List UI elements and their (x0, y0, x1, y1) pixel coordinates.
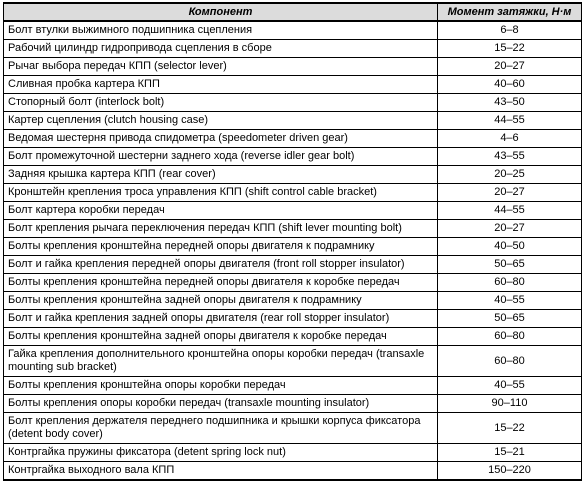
torque-cell: 50–65 (438, 256, 582, 274)
component-cell: Болты крепления кронштейна задней опоры двигателя к коробке передач (4, 328, 438, 346)
component-cell: Болт и гайка крепления задней опоры двигателя (rear roll stopper insulator) (4, 310, 438, 328)
torque-cell: 20–27 (438, 220, 582, 238)
torque-cell: 43–50 (438, 94, 582, 112)
table-row (4, 220, 582, 238)
component-cell: Болт картера коробки передач (4, 202, 438, 220)
component-cell: Болт и гайка крепления передней опоры двигателя (front roll stopper insulator) (4, 256, 438, 274)
component-cell: Болт крепления рычага переключения передач КПП (shift lever mounting bolt) (4, 220, 438, 238)
component-cell: Контргайка пружины фиксатора (detent spring lock nut) (4, 444, 438, 462)
table-row (4, 238, 582, 256)
component-cell: Ведомая шестерня привода спидометра (speedometer driven gear) (4, 130, 438, 148)
torque-cell: 4–6 (438, 130, 582, 148)
table-row (4, 292, 582, 310)
torque-cell: 20–27 (438, 184, 582, 202)
torque-cell: 40–55 (438, 292, 582, 310)
component-cell: Задняя крышка картера КПП (rear cover) (4, 166, 438, 184)
torque-cell: 50–65 (438, 310, 582, 328)
torque-cell: 60–80 (438, 328, 582, 346)
torque-cell: 44–55 (438, 112, 582, 130)
table-row (4, 148, 582, 166)
table-row (4, 274, 582, 292)
torque-cell: 40–60 (438, 76, 582, 94)
table-row (4, 112, 582, 130)
torque-cell: 60–80 (438, 274, 582, 292)
component-cell: Картер сцепления (clutch housing case) (4, 112, 438, 130)
component-cell: Болты крепления опоры коробки передач (transaxle mounting insulator) (4, 395, 438, 413)
torque-cell: 40–55 (438, 377, 582, 395)
torque-cell: 60–80 (438, 346, 582, 377)
component-cell: Болты крепления кронштейна передней опоры двигателя к подрамнику (4, 238, 438, 256)
component-cell: Болты крепления кронштейна опоры коробки передач (4, 377, 438, 395)
torque-cell: 44–55 (438, 202, 582, 220)
component-cell: Рычаг выбора передач КПП (selector lever) (4, 58, 438, 76)
component-cell: Рабочий цилиндр гидропривода сцепления в сборе (4, 40, 438, 58)
table-row (4, 256, 582, 274)
table-row (4, 76, 582, 94)
component-cell: Гайка крепления дополнительного кронштейна опоры коробки передач (transaxle mounting sub bracket) (4, 346, 438, 377)
torque-cell: 90–110 (438, 395, 582, 413)
table-row (4, 346, 582, 377)
column-header-component: Компонент (4, 3, 438, 21)
table-row (4, 462, 582, 481)
torque-cell: 150–220 (438, 462, 582, 481)
table-row (4, 328, 582, 346)
table-row (4, 94, 582, 112)
table-row (4, 58, 582, 76)
component-cell: Сливная пробка картера КПП (4, 76, 438, 94)
component-cell: Болты крепления кронштейна передней опоры двигателя к коробке передач (4, 274, 438, 292)
component-cell: Стопорный болт (interlock bolt) (4, 94, 438, 112)
component-cell: Кронштейн крепления троса управления КПП (shift control cable bracket) (4, 184, 438, 202)
torque-cell: 15–21 (438, 444, 582, 462)
table-header-row (4, 3, 582, 21)
torque-cell: 15–22 (438, 40, 582, 58)
torque-cell: 43–55 (438, 148, 582, 166)
torque-cell: 6–8 (438, 21, 582, 40)
component-cell: Контргайка выходного вала КПП (4, 462, 438, 481)
table-row (4, 21, 582, 40)
table-row (4, 166, 582, 184)
table-row (4, 40, 582, 58)
table-row (4, 377, 582, 395)
component-cell: Болты крепления кронштейна задней опоры двигателя к подрамнику (4, 292, 438, 310)
table-row (4, 444, 582, 462)
torque-cell: 40–50 (438, 238, 582, 256)
torque-cell: 20–25 (438, 166, 582, 184)
torque-cell: 20–27 (438, 58, 582, 76)
table-row (4, 130, 582, 148)
component-cell: Болт промежуточной шестерни заднего хода (reverse idler gear bolt) (4, 148, 438, 166)
table-row (4, 202, 582, 220)
component-cell: Болт крепления держателя переднего подшипника и крышки корпуса фиксатора (detent body cover) (4, 413, 438, 444)
torque-cell: 15–22 (438, 413, 582, 444)
table-row (4, 395, 582, 413)
table-body (4, 21, 582, 480)
table-row (4, 184, 582, 202)
table-row (4, 413, 582, 444)
torque-spec-table (3, 2, 582, 481)
column-header-torque: Момент затяжки, Н·м (438, 3, 582, 21)
table-row (4, 310, 582, 328)
component-cell: Болт втулки выжимного подшипника сцепления (4, 21, 438, 40)
